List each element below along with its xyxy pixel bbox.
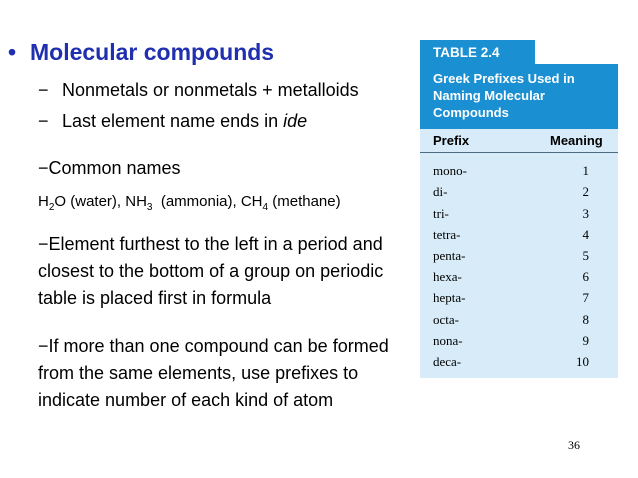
sub-bullet-2 [38, 111, 307, 132]
table-row-meaning: 4 [582, 227, 589, 242]
formula-ammonia-ch: (ammonia), CH [152, 193, 263, 210]
bullet-glyph: • [8, 39, 17, 65]
common-names-label: −Common names [38, 158, 181, 178]
table-caption: Greek Prefixes Used in Naming Molecular Compounds [433, 71, 575, 120]
table-row-prefix: penta- [433, 248, 466, 263]
page-number: 36 [568, 438, 580, 452]
table-row-meaning: 5 [582, 248, 589, 263]
dash-glyph: − [38, 80, 49, 100]
table-row-prefix: deca- [433, 354, 462, 369]
sub-bullet-1-text: Nonmetals or nonmetals + metalloids [62, 80, 359, 100]
paragraph-ordering-rule: −Element furthest to the left in a period and closest to the bottom of a group on periodic table is placed first in formula [38, 234, 384, 308]
table-row-meaning: 3 [582, 206, 589, 221]
formula-methane: (methane) [268, 193, 341, 210]
table-row-meaning: 9 [582, 333, 589, 348]
sub-bullet-2-text: Last element name ends in [62, 111, 284, 131]
dash-glyph: − [38, 111, 49, 131]
table-row-prefix: octa- [433, 312, 459, 327]
table-tab-label: TABLE 2.4 [420, 40, 535, 64]
table-row-prefix: hexa- [433, 269, 462, 284]
table-row-prefix: tri- [433, 206, 449, 221]
formula-line [38, 193, 341, 213]
formula-sub-2: 2 [48, 202, 55, 213]
formula-sub-3: 3 [146, 202, 153, 213]
table-row-meaning: 6 [582, 269, 589, 284]
table-row-prefix: mono- [433, 163, 467, 178]
table-header-rule [420, 152, 618, 153]
sub-bullet-2-italic: ide [283, 111, 308, 131]
table-row-prefix: di- [433, 184, 448, 199]
table-row-prefix: nona- [433, 333, 463, 348]
formula-water-nh: O (water), NH [54, 193, 147, 210]
formula-h: H [38, 193, 49, 210]
paragraph-prefix-rule: −If more than one compound can be formed from the same elements, use prefixes to indicate number of each kind of atom [38, 336, 389, 410]
table-row-meaning: 8 [582, 312, 589, 327]
slide-heading [8, 39, 274, 66]
table-row-meaning: 2 [582, 184, 589, 199]
sub-bullet-1 [38, 80, 359, 101]
formula-sub-4: 4 [262, 202, 269, 213]
table-row-meaning: 10 [576, 354, 589, 369]
table-row-meaning: 1 [582, 163, 589, 178]
table-row-meaning: 7 [582, 290, 589, 305]
column-header-prefix: Prefix [433, 133, 470, 148]
table-row-prefix: hepta- [433, 290, 466, 305]
heading-text: Molecular compounds [30, 39, 275, 65]
table-row-prefix: tetra- [433, 227, 461, 242]
column-header-meaning: Meaning [550, 133, 603, 148]
